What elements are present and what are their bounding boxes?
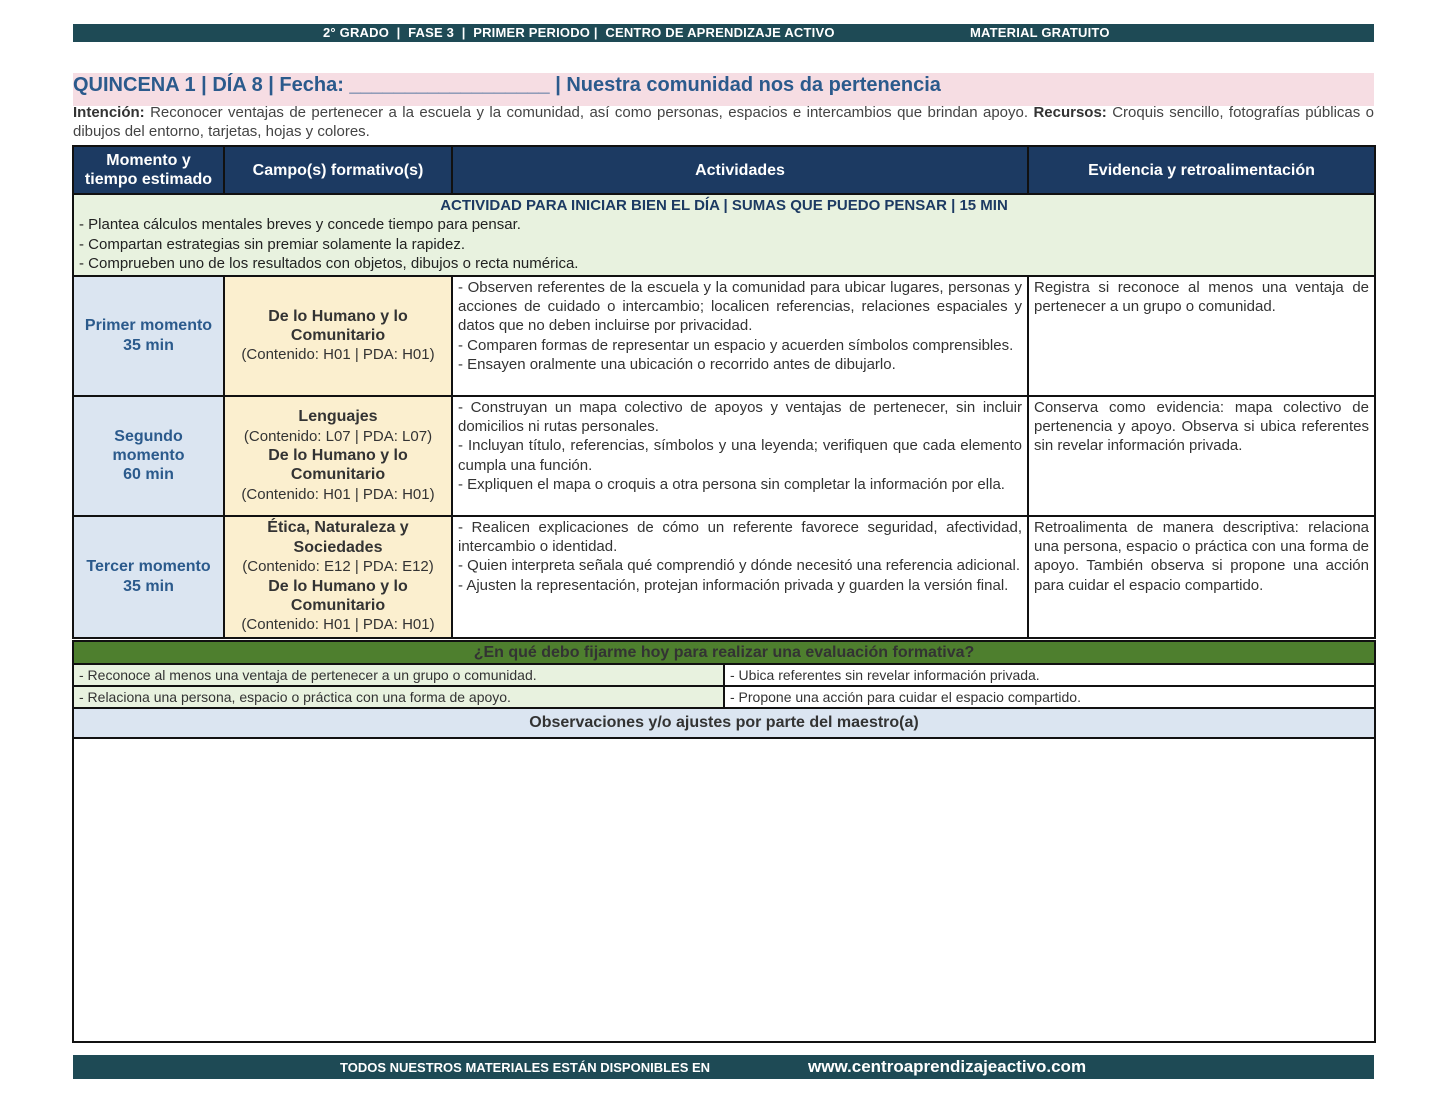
page-title: QUINCENA 1 | DÍA 8 | Fecha: __________________ | Nuestra comunidad nos da pertenencia — [73, 74, 941, 96]
moment-row — [73, 396, 1375, 516]
activity-item: - Construyan un mapa colectivo de apoyos y ventajas de pertenecer, sin incluir domicilios ni rutas personales. — [458, 398, 1022, 436]
intent-paragraph — [73, 103, 1374, 141]
field-content: (Contenido: H01 | PDA: H01) — [241, 485, 435, 503]
field-name: De lo Humano y lo Comunitario — [268, 307, 408, 344]
activities-cell — [452, 516, 1028, 638]
field-cell — [224, 276, 452, 396]
evidence-cell — [1028, 276, 1375, 396]
footer-url-link[interactable]: www.centroaprendizajeactivo.com — [808, 1057, 1087, 1076]
header-fields: Campo(s) formativo(s) — [224, 146, 452, 194]
activity-item: - Incluyan título, referencias, símbolos y una leyenda; verifiquen que cada elemento cumpla una función. — [458, 437, 1022, 474]
footer-bar — [73, 1055, 1374, 1079]
moment-cell — [73, 516, 224, 638]
field-name: De lo Humano y lo Comunitario — [268, 577, 408, 615]
header-bar — [73, 24, 1374, 42]
activities-cell — [452, 396, 1028, 516]
moment-name: Segundo momento — [112, 427, 185, 464]
start-activity-title: ACTIVIDAD PARA INICIAR BIEN EL DÍA | SUMAS QUE PUEDO PENSAR | 15 MIN — [440, 197, 1008, 214]
evidence-text: Registra si reconoce al menos una ventaja de pertenecer a un grupo o comunidad. — [1034, 278, 1369, 316]
field-content: (Contenido: E12 | PDA: E12) — [242, 558, 434, 576]
field-cell — [224, 396, 452, 516]
evaluation-title: ¿En qué debo fijarme hoy para realizar una evaluación formativa? — [73, 641, 1375, 664]
activity-item: - Realicen explicaciones de cómo un referente favorece seguridad, afectividad, intercambio o identidad. — [458, 518, 1022, 556]
resources-label: Recursos: — [1033, 104, 1107, 121]
start-activity-item: - Compartan estrategias sin premiar solamente la rapidez. — [79, 235, 466, 253]
header-moment: Momento y tiempo estimado — [73, 146, 224, 194]
activity-item: - Quien interpreta señala qué comprendió y dónde necesitó una referencia adicional. — [458, 557, 1021, 575]
evidence-text: Retroalimenta de manera descriptiva: relaciona una persona, espacio o práctica con una forma de apoyo. También observa si propone una acción para cuidar el espacio compartido. — [1034, 518, 1369, 594]
header-activities: Actividades — [452, 146, 1028, 194]
table-header-row — [73, 146, 1375, 194]
page-title-bar — [73, 73, 1374, 106]
moment-cell — [73, 396, 224, 516]
activity-item: - Comparen formas de representar un espacio y acuerden símbolos comprensibles. — [458, 336, 1014, 354]
start-activity-item: - Plantea cálculos mentales breves y concede tiempo para pensar. — [79, 216, 521, 234]
field-content: (Contenido: L07 | PDA: L07) — [243, 427, 433, 445]
evaluation-item: - Reconoce al menos una ventaja de pertenecer a un grupo o comunidad. — [73, 664, 724, 686]
moment-time: 60 min — [123, 466, 174, 484]
moment-name: Primer momento — [84, 317, 213, 335]
moment-time: 35 min — [123, 577, 174, 595]
evidence-cell — [1028, 516, 1375, 638]
field-cell — [224, 516, 452, 638]
moment-time: 35 min — [123, 336, 174, 354]
evaluation-row — [73, 664, 1375, 686]
footer-text: TODOS NUESTROS MATERIALES ESTÁN DISPONIBLES EN — [340, 1060, 711, 1075]
field-name: De lo Humano y lo Comunitario — [268, 446, 408, 484]
field-name: Ética, Naturaleza y Sociedades — [267, 519, 409, 556]
field-name: Lenguajes — [298, 408, 378, 426]
observations-title: Observaciones y/o ajustes por parte del maestro(a) — [73, 708, 1375, 738]
evaluation-item: - Ubica referentes sin revelar información privada. — [724, 664, 1375, 686]
evaluation-item: - Propone una acción para cuidar el espacio compartido. — [724, 686, 1375, 708]
intent-label: Intención: — [73, 104, 145, 121]
header-evidence: Evidencia y retroalimentación — [1028, 146, 1375, 194]
activity-item: - Ajusten la representación, protejan información privada y guarden la versión final. — [458, 576, 1009, 594]
intent-text: Reconocer ventajas de pertenecer a la escuela y la comunidad, así como personas, espacios e intercambios que brindan apoyo. — [144, 104, 1034, 121]
observations-area[interactable] — [73, 738, 1375, 1042]
activity-item: - Expliquen el mapa o croquis a otra persona sin completar la información por ella. — [458, 476, 1005, 494]
moment-row — [73, 516, 1375, 638]
activity-item: - Observen referentes de la escuela y la comunidad para ubicar lugares, personas y acciones de cuidado o intercambio; localicen referencias, relaciones espaciales y datos que no deben incluirse por privacidad. — [458, 278, 1022, 335]
evaluation-row — [73, 686, 1375, 708]
resources-text: Croquis sencillo, fotografías públicas o dibujos del entorno, tarjetas, hojas y colores. — [73, 104, 1374, 140]
evaluation-item: - Relaciona una persona, espacio o práctica con una forma de apoyo. — [73, 686, 724, 708]
moment-row — [73, 276, 1375, 396]
plan-table — [72, 145, 1376, 639]
activity-item: - Ensayen oralmente una ubicación o recorrido antes de dibujarlo. — [458, 356, 896, 374]
evaluation-table — [72, 640, 1376, 1043]
field-content: (Contenido: H01 | PDA: H01) — [241, 616, 435, 634]
field-content: (Contenido: H01 | PDA: H01) — [241, 346, 435, 364]
moment-cell — [73, 276, 224, 396]
start-activity-row — [73, 194, 1375, 276]
start-activity-cell — [73, 194, 1375, 276]
evidence-cell — [1028, 396, 1375, 516]
moment-name: Tercer momento — [86, 558, 211, 576]
activities-cell — [452, 276, 1028, 396]
header-free-material: MATERIAL GRATUITO — [970, 25, 1110, 40]
start-activity-item: - Comprueben uno de los resultados con objetos, dibujos o recta numérica. — [79, 255, 579, 273]
header-info: 2° GRADO | FASE 3 | PRIMER PERIODO | CENTRO DE APRENDIZAJE ACTIVO — [323, 25, 835, 40]
evidence-text: Conserva como evidencia: mapa colectivo de pertenencia y apoyo. Observa si ubica referentes sin revelar información privada. — [1034, 398, 1369, 455]
